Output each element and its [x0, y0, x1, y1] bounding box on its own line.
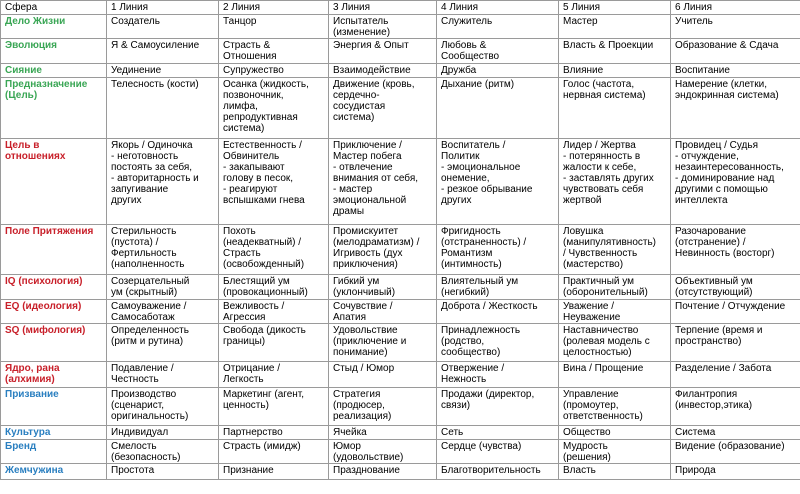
line-6-cell: Природа [671, 464, 800, 480]
sphere-label: Жемчужина [1, 464, 107, 480]
sphere-label: Ядро, рана (алхимия) [1, 362, 107, 388]
line-3-cell: Испытатель (изменение) [329, 15, 437, 39]
line-4-cell: Продажи (директор, связи) [437, 388, 559, 426]
line-2-cell: Танцор [219, 15, 329, 39]
sphere-label: Цель в отношениях [1, 139, 107, 225]
header-cell-line-1: 1 Линия [107, 1, 219, 15]
line-3-cell: Приключение / Мастер побега - отвлечение внимания от себя, - мастер эмоциональной драмы [329, 139, 437, 225]
header-cell-line-4: 4 Линия [437, 1, 559, 15]
table-row [1, 78, 800, 139]
line-6-cell: Провидец / Судья - отчуждение, незаинтересованность, - доминирование над другими с помощью интеллекта [671, 139, 800, 225]
line-3-cell: Стратегия (продюсер, реализация) [329, 388, 437, 426]
line-1-cell: Создатель [107, 15, 219, 39]
line-2-cell: Маркетинг (агент, ценность) [219, 388, 329, 426]
line-2-cell: Свобода (дикость границы) [219, 324, 329, 362]
line-1-cell: Самоуважение / Самосаботаж [107, 300, 219, 324]
sphere-label: Культура [1, 426, 107, 440]
line-3-cell: Взаимодействие [329, 64, 437, 78]
line-2-cell: Страсть & Отношения [219, 39, 329, 64]
line-5-cell: Наставничество (ролевая модель с целостностью) [559, 324, 671, 362]
table-row [1, 388, 800, 426]
line-4-cell: Фригидность (отстраненность) / Романтизм (интимность) [437, 225, 559, 275]
line-4-cell: Любовь & Сообщество [437, 39, 559, 64]
line-3-cell: Празднование [329, 464, 437, 480]
line-5-cell: Ловушка (манипулятивность) / Чувственность (мастерство) [559, 225, 671, 275]
table-row [1, 440, 800, 464]
line-1-cell: Индивидуал [107, 426, 219, 440]
line-4-cell: Благотворительность [437, 464, 559, 480]
table-row [1, 464, 800, 480]
line-2-cell: Естественность / Обвинитель - закапывают голову в песок, - реагируют вспышками гнева [219, 139, 329, 225]
line-2-cell: Отрицание / Легкость [219, 362, 329, 388]
line-3-cell: Промискуитет (мелодраматизм) / Игривость (дух приключения) [329, 225, 437, 275]
line-5-cell: Лидер / Жертва - потерянность в жалости к себе, - заставлять других чувствовать себя жертвой [559, 139, 671, 225]
sphere-label: Поле Притяжения [1, 225, 107, 275]
line-4-cell: Отвержение / Нежность [437, 362, 559, 388]
line-2-cell: Признание [219, 464, 329, 480]
line-4-cell: Дыхание (ритм) [437, 78, 559, 139]
line-5-cell: Практичный ум (оборонительный) [559, 275, 671, 300]
line-6-cell: Учитель [671, 15, 800, 39]
sphere-label: Эволюция [1, 39, 107, 64]
line-6-cell: Система [671, 426, 800, 440]
line-2-cell: Страсть (имидж) [219, 440, 329, 464]
sphere-label: Предназначение (Цель) [1, 78, 107, 139]
sphere-label: SQ (мифология) [1, 324, 107, 362]
line-5-cell: Власть [559, 464, 671, 480]
table-row [1, 64, 800, 78]
line-6-cell: Объективный ум (отсутствующий) [671, 275, 800, 300]
line-3-cell: Удовольствие (приключение и понимание) [329, 324, 437, 362]
table-row [1, 225, 800, 275]
line-5-cell: Мастер [559, 15, 671, 39]
line-4-cell: Сеть [437, 426, 559, 440]
header-cell-line-3: 3 Линия [329, 1, 437, 15]
line-1-cell: Производство (сценарист, оригинальность) [107, 388, 219, 426]
line-4-cell: Служитель [437, 15, 559, 39]
line-3-cell: Гибкий ум (уклончивый) [329, 275, 437, 300]
line-2-cell: Супружество [219, 64, 329, 78]
table-row [1, 139, 800, 225]
line-6-cell: Намерение (клетки, эндокринная система) [671, 78, 800, 139]
line-3-cell: Ячейка [329, 426, 437, 440]
line-2-cell: Вежливость / Агрессия [219, 300, 329, 324]
line-2-cell: Партнерство [219, 426, 329, 440]
table-row [1, 39, 800, 64]
header-cell-sphere: Сфера [1, 1, 107, 15]
line-1-cell: Подавление / Честность [107, 362, 219, 388]
sphere-label: IQ (психология) [1, 275, 107, 300]
line-1-cell: Якорь / Одиночка - неготовность постоять за себя, - авторитарность и запугивание других [107, 139, 219, 225]
line-1-cell: Я & Самоусиление [107, 39, 219, 64]
line-5-cell: Управление (промоутер, ответственность) [559, 388, 671, 426]
line-6-cell: Разочарование (отстранение) / Невинность (восторг) [671, 225, 800, 275]
line-1-cell: Смелость (безопасность) [107, 440, 219, 464]
line-5-cell: Влияние [559, 64, 671, 78]
table-row [1, 300, 800, 324]
line-1-cell: Стерильность (пустота) / Фертильность (наполненность [107, 225, 219, 275]
table-row [1, 324, 800, 362]
line-6-cell: Образование & Сдача [671, 39, 800, 64]
header-cell-line-2: 2 Линия [219, 1, 329, 15]
line-6-cell: Филантропия (инвестор,этика) [671, 388, 800, 426]
line-1-cell: Определенность (ритм и рутина) [107, 324, 219, 362]
line-1-cell: Уединение [107, 64, 219, 78]
sphere-label: Призвание [1, 388, 107, 426]
line-5-cell: Вина / Прощение [559, 362, 671, 388]
line-4-cell: Влиятельный ум (негибкий) [437, 275, 559, 300]
line-5-cell: Общество [559, 426, 671, 440]
line-6-cell: Воспитание [671, 64, 800, 78]
line-4-cell: Дружба [437, 64, 559, 78]
line-6-cell: Терпение (время и пространство) [671, 324, 800, 362]
header-row [1, 1, 800, 15]
line-3-cell: Сочувствие / Апатия [329, 300, 437, 324]
line-3-cell: Стыд / Юмор [329, 362, 437, 388]
table-row [1, 275, 800, 300]
line-1-cell: Простота [107, 464, 219, 480]
table-row [1, 362, 800, 388]
line-6-cell: Разделение / Забота [671, 362, 800, 388]
line-5-cell: Голос (частота, нервная система) [559, 78, 671, 139]
line-4-cell: Сердце (чувства) [437, 440, 559, 464]
line-5-cell: Мудрость (решения) [559, 440, 671, 464]
sphere-label: EQ (идеология) [1, 300, 107, 324]
line-2-cell: Осанка (жидкость, позвоночник, лимфа, репродуктивная система) [219, 78, 329, 139]
header-cell-line-5: 5 Линия [559, 1, 671, 15]
line-1-cell: Созерцательный ум (скрытный) [107, 275, 219, 300]
line-3-cell: Энергия & Опыт [329, 39, 437, 64]
line-3-cell: Юмор (удовольствие) [329, 440, 437, 464]
line-4-cell: Доброта / Жесткость [437, 300, 559, 324]
sphere-label: Сияние [1, 64, 107, 78]
header-cell-line-6: 6 Линия [671, 1, 800, 15]
line-4-cell: Воспитатель / Политик - эмоциональное онемение, - резкое обрывание других [437, 139, 559, 225]
line-5-cell: Власть & Проекции [559, 39, 671, 64]
line-3-cell: Движение (кровь, сердечно- сосудистая система) [329, 78, 437, 139]
line-4-cell: Принадлежность (родство, сообщество) [437, 324, 559, 362]
sphere-label: Бренд [1, 440, 107, 464]
sphere-label: Дело Жизни [1, 15, 107, 39]
line-1-cell: Телесность (кости) [107, 78, 219, 139]
line-6-cell: Почтение / Отчуждение [671, 300, 800, 324]
line-6-cell: Видение (образование) [671, 440, 800, 464]
line-5-cell: Уважение / Неуважение [559, 300, 671, 324]
line-2-cell: Похоть (неадекватный) / Страсть (освобожденный) [219, 225, 329, 275]
table-row [1, 15, 800, 39]
line-2-cell: Блестящий ум (провокационный) [219, 275, 329, 300]
table-row [1, 426, 800, 440]
